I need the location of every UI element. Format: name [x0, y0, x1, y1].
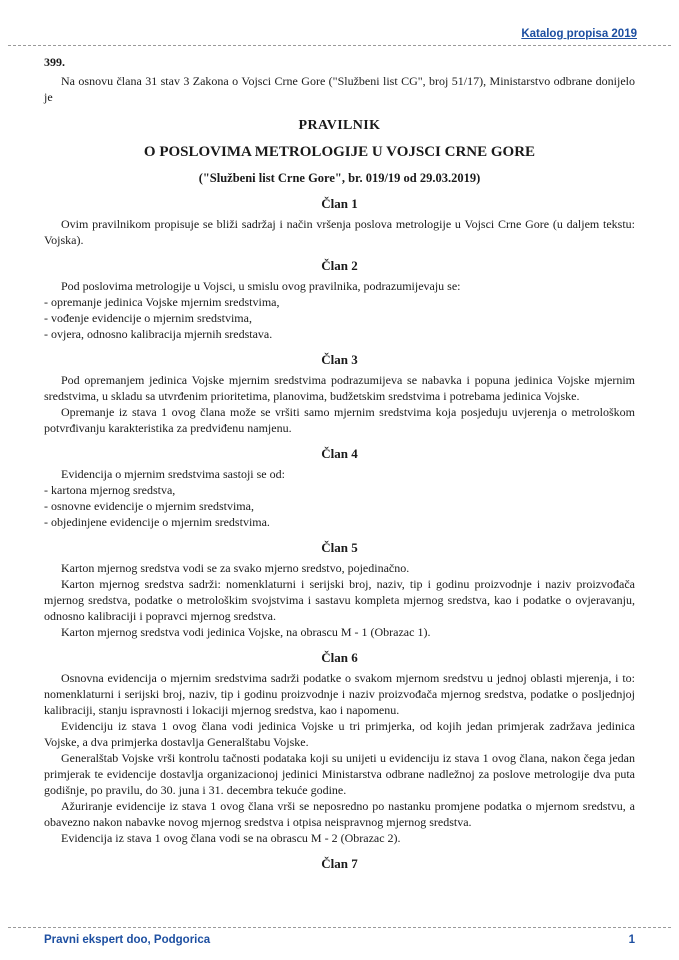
- article-list-item: - ovjera, odnosno kalibracija mjernih sredstava.: [44, 327, 273, 341]
- article-paragraph: Ovim pravilnikom propisuje se bliži sadržaj i način vršenja poslova metrologije u Vojsci Crne Gore (u daljem tekstu: Vojska).: [44, 217, 635, 247]
- article-paragraph: Generalštab Vojske vrši kontrolu tačnosti podataka koji su unijeti u evidenciju iz stava 1 ovog člana, nakon čega jedan primjerak te evidencije dostavlja organizacionoj jedinici Ministarstva odbrane nadležnoj za poslove metrologije dva puta godišnje, po pravilu, do 30. juna i 31. decembra tekuće godine.: [44, 751, 635, 797]
- article-paragraph: Evidencija o mjernim sredstvima sastoji se od:: [61, 467, 285, 481]
- page-header: [8, 0, 671, 46]
- article-7: [44, 855, 635, 872]
- article-paragraph: Pod poslovima metrologije u Vojsci, u smislu ovog pravilnika, podrazumijevaju se:: [61, 279, 461, 293]
- document-title: PRAVILNIK: [298, 118, 381, 133]
- document-number: 399.: [44, 55, 65, 69]
- article-4: [44, 445, 635, 530]
- article-heading: Član 4: [321, 446, 358, 461]
- article-1: [44, 195, 635, 248]
- article-paragraph: Ažuriranje evidencije iz stava 1 ovog člana vrši se neposredno po nastanku promjene podatka o mjernom sredstvu, a obavezno nakon nabavke novog mjernog sredstva i otpisa neispravnog mjernog sredstva.: [44, 799, 635, 829]
- publication-info: ("Službeni list Crne Gore", br. 019/19 od 29.03.2019): [198, 171, 481, 185]
- article-paragraph: Evidenciju iz stava 1 ovog člana vodi jedinica Vojske u tri primjerka, od kojih jedan primjerak zadržava jedinica Vojske, a dva primjerka dostavlja Generalštabu Vojske.: [44, 719, 635, 749]
- catalog-propisa-link[interactable]: Katalog propisa 2019: [521, 28, 637, 40]
- article-list-item: - opremanje jedinica Vojske mjernim sredstvima,: [44, 295, 280, 309]
- page-footer: [8, 927, 671, 960]
- article-2: [44, 257, 635, 342]
- article-paragraph: Evidencija iz stava 1 ovog člana vodi se na obrascu M - 2 (Obrazac 2).: [61, 831, 401, 845]
- footer-publisher: Pravni ekspert doo, Podgorica: [44, 934, 211, 946]
- article-paragraph: Pod opremanjem jedinica Vojske mjernim sredstvima podrazumijeva se nabavka i popuna jedinica Vojske mjernim sredstvima, u skladu sa utvrđenim prioritetima, planovima, budžetskim sredstvima i potrebama jedinica Vojske.: [44, 373, 635, 403]
- article-paragraph: Karton mjernog sredstva sadrži: nomenklaturni i serijski broj, naziv, tip i godinu proizvodnje i naziv proizvođača mjernog sredstva, podatke o metrološkim svojstvima i sastavu kompleta mjernog sredstva, kao i podatke o ovjeravanju, odnosno kalibraciji i popravci mjernog sredstva.: [44, 577, 635, 623]
- article-5: [44, 539, 635, 640]
- article-list-item: - objedinjene evidencije o mjernim sredstvima.: [44, 515, 270, 529]
- article-list-item: - vođenje evidencije o mjernim sredstvima,: [44, 311, 252, 325]
- article-heading: Član 7: [321, 856, 358, 871]
- article-paragraph: Karton mjernog sredstva vodi se za svako mjerno sredstvo, pojedinačno.: [61, 561, 410, 575]
- document-body: [0, 46, 679, 927]
- article-paragraph: Osnovna evidencija o mjernim sredstvima sadrži podatke o svakom mjernom sredstvu u jednoj oblasti mjerenja, i to: nomenklaturni i serijski broj, naziv, tip i godinu proizvodnje i naziv proizvođača mjernog sredstva, podatke o posljednjoj kalibraciji, stanju ispravnosti i lokaciji mjernog sredstva, kao i napomenu.: [44, 671, 635, 717]
- document-subtitle: O POSLOVIMA METROLOGIJE U VOJSCI CRNE GORE: [143, 144, 536, 160]
- article-heading: Član 2: [321, 258, 358, 273]
- article-6: [44, 649, 635, 846]
- article-heading: Član 1: [321, 196, 358, 211]
- article-list-item: - osnovne evidencije o mjernim sredstvima,: [44, 499, 254, 513]
- article-heading: Član 3: [321, 352, 358, 367]
- article-paragraph: Karton mjernog sredstva vodi jedinica Vojske, na obrascu M - 1 (Obrazac 1).: [61, 625, 431, 639]
- article-3: [44, 351, 635, 436]
- article-heading: Član 6: [321, 650, 358, 665]
- footer-page-number: 1: [628, 934, 635, 946]
- article-list-item: - kartona mjernog sredstva,: [44, 483, 176, 497]
- article-paragraph: Opremanje iz stava 1 ovog člana može se vršiti samo mjernim sredstvima koja posjeduju uvjerenja o metrološkom potvrđivanju karakteristika za predviđenu namjenu.: [44, 405, 635, 435]
- intro-paragraph: Na osnovu člana 31 stav 3 Zakona o Vojsci Crne Gore ("Službeni list CG", broj 51/17), Ministarstvo odbrane donijelo je: [44, 74, 635, 104]
- article-heading: Član 5: [321, 540, 358, 555]
